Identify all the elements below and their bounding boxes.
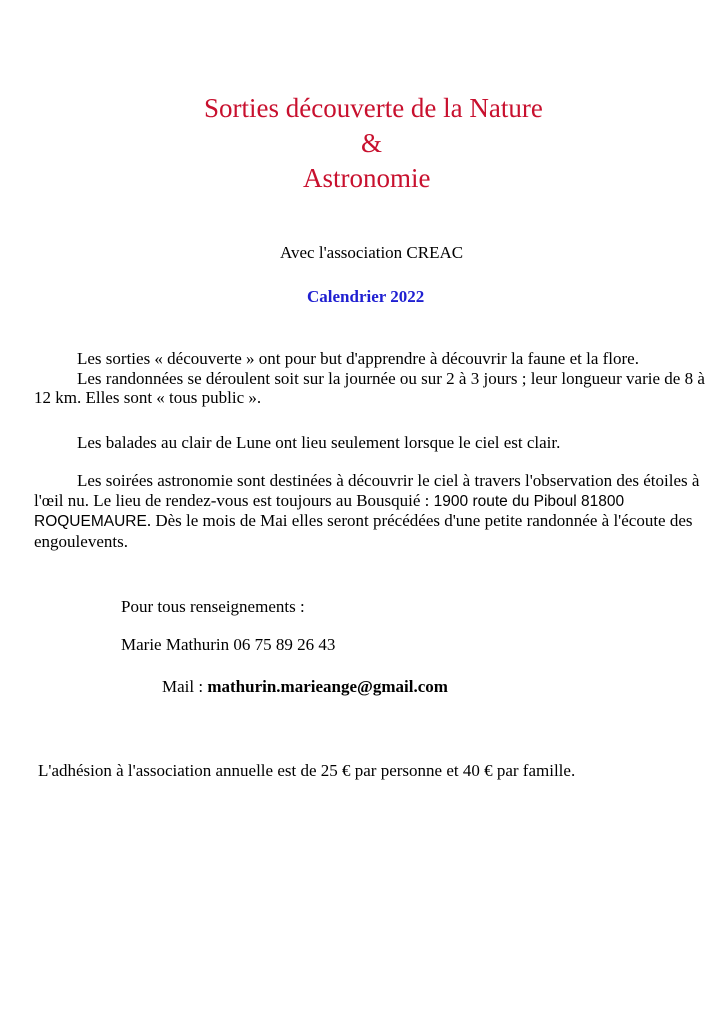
astronomie-paragraph: [34, 471, 709, 551]
title-line-1: Sorties découverte de la Nature: [204, 93, 543, 123]
astronomie-text-2: . Dès le mois de Mai elles seront précédées d'une petite randonnée à l'écoute des engoulevents.: [34, 511, 693, 551]
sorties-paragraph: Les sorties « découverte » ont pour but d'apprendre à découvrir la faune et la flore.: [77, 349, 639, 368]
mail-label: Mail :: [162, 677, 208, 696]
randonnees-paragraph: Les randonnées se déroulent soit sur la journée ou sur 2 à 3 jours ; leur longueur varie de 8 à 12 km. Elles sont « tous public ».: [34, 368, 705, 407]
astronomie-block: [34, 471, 709, 551]
contact-intro: Pour tous renseignements :: [121, 597, 305, 616]
calendar-label: Calendrier 2022: [307, 287, 425, 306]
astronomie-text-1: Les soirées astronomie sont destinées à découvrir le ciel à travers l'observation des étoiles à l'œil nu. Le lieu de rendez-vous est toujours au Bousquié :: [34, 471, 700, 510]
balades-block: [34, 433, 709, 453]
membership-fee: L'adhésion à l'association annuelle est de 25 € par personne et 40 € par famille.: [38, 761, 576, 780]
contact-mail: [162, 677, 448, 697]
mail-address: mathurin.marieange@gmail.com: [207, 677, 448, 696]
intro-paragraphs: [34, 349, 709, 408]
address-text: 1900 route du Piboul 81800 ROQUEMAURE: [34, 492, 625, 530]
title-ampersand: &: [361, 128, 383, 158]
association-line: Avec l'association CREAC: [280, 243, 464, 262]
contact-person: Marie Mathurin 06 75 89 26 43: [121, 635, 336, 654]
title-line-3: Astronomie: [303, 163, 431, 193]
balades-paragraph: Les balades au clair de Lune ont lieu seulement lorsque le ciel est clair.: [77, 433, 561, 452]
